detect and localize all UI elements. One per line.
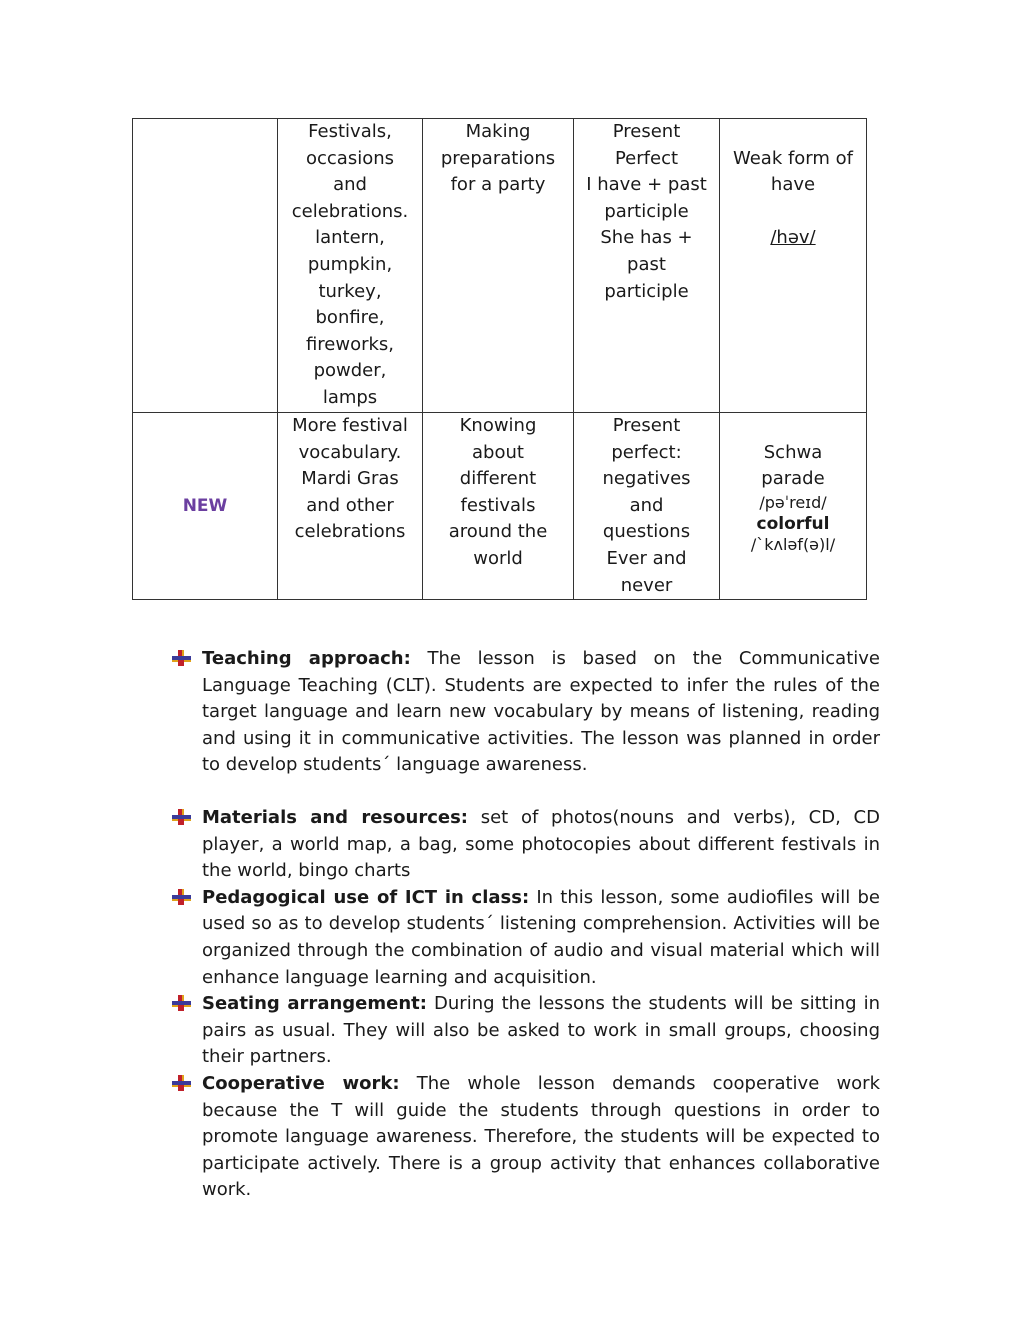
arrow-bullet-icon — [172, 1075, 191, 1091]
list-item — [172, 1071, 880, 1204]
pronunciation-cell — [720, 119, 867, 413]
cell-line: different — [459, 468, 537, 490]
cell-line: festivals — [460, 494, 536, 516]
cell-line: celebrations. — [291, 200, 409, 222]
table-row — [133, 119, 867, 413]
cell-line: vocabulary. — [298, 441, 402, 463]
arrow-bullet-icon — [172, 889, 191, 905]
phonetic-symbol: /həv/ — [770, 227, 816, 249]
grammar-cell — [574, 119, 720, 413]
cell-spacer — [722, 199, 864, 226]
cell-line: Present — [612, 121, 681, 142]
list-item — [172, 646, 880, 779]
cell-line: questions — [602, 521, 691, 543]
item-heading: Materials and resources: — [202, 806, 468, 828]
cell-line: and — [629, 494, 664, 516]
cell-line: lantern, — [315, 227, 385, 249]
item-text: set of photos(nouns and verbs), CD, CD player, a world map, a bag, some photocopies about different festivals in the world, bingo charts — [202, 806, 880, 882]
lesson-notes-list — [172, 646, 880, 1204]
list-spacer — [172, 779, 880, 805]
cell-line: perfect: — [611, 441, 682, 463]
function-cell — [423, 119, 574, 413]
cell-line: She has + — [600, 227, 693, 249]
vocabulary-cell — [278, 119, 423, 413]
table-row — [133, 413, 867, 600]
cell-line: lamps — [322, 386, 378, 408]
cell-line: occasions — [305, 147, 394, 169]
cell-line: participle — [604, 280, 689, 302]
cell-line: never — [620, 574, 673, 596]
cell-line: Weak form of — [732, 147, 854, 169]
phonetic-symbol: /ˋkʌləf(ə)l/ — [750, 534, 836, 554]
row-label-cell — [133, 119, 278, 413]
list-item — [172, 991, 880, 1071]
grammar-cell — [574, 413, 720, 600]
cell-line: celebrations — [294, 521, 406, 543]
item-heading: Teaching approach: — [202, 648, 411, 669]
cell-line: powder, — [313, 360, 387, 382]
item-heading: Seating arrangement: — [202, 993, 427, 1015]
lesson-plan-table — [132, 118, 867, 600]
pronunciation-cell — [720, 413, 867, 600]
cell-spacer — [722, 119, 864, 146]
cell-line: I have + past — [586, 174, 707, 196]
item-text: The lesson is based on the Communicative Language Teaching (CLT). Students are expected to infer the rules of the target language and learn new vocabulary by means of listening, reading and using it in communicative activities. The lesson was planned in order to develop students´ language awareness. — [202, 648, 880, 776]
cell-line: Mardi Gras — [301, 468, 399, 490]
cell-line: turkey, — [318, 280, 382, 302]
phonetic-symbol: /pəˈreɪd/ — [759, 492, 827, 512]
cell-line: Knowing — [459, 415, 537, 436]
cell-line: pumpkin, — [307, 253, 393, 275]
list-item — [172, 885, 880, 991]
new-label: NEW — [182, 495, 228, 516]
cell-line: Present — [612, 415, 681, 436]
cell-line: Ever and — [606, 547, 687, 569]
cell-line: negatives — [602, 468, 691, 490]
cell-line: around the — [448, 521, 548, 543]
cell-line: Making — [465, 121, 531, 142]
function-cell — [423, 413, 574, 600]
item-text: In this lesson, some audiofiles will be used so as to develop students´ listening comprehension. Activities will be organized through the combination of audio and visual material which will enhance language learning and acquisition. — [202, 886, 880, 988]
cell-line: Perfect — [614, 147, 679, 169]
item-text: The whole lesson demands cooperative work because the T will guide the students through questions in order to promote language awareness. Therefore, the students will be expected to participate actively. There is a group activity that enhances collaborative work. — [202, 1072, 881, 1201]
cell-line: Festivals, — [308, 121, 392, 142]
item-heading: Cooperative work: — [202, 1072, 400, 1094]
cell-line: Schwa — [763, 441, 823, 463]
cell-line: bonfire, — [315, 307, 385, 329]
cell-line: world — [473, 547, 523, 569]
cell-line: parade — [761, 468, 825, 490]
cell-line: and other — [306, 494, 394, 516]
cell-line: More festival — [292, 415, 408, 436]
arrow-bullet-icon — [172, 650, 191, 666]
vocabulary-cell — [278, 413, 423, 600]
arrow-bullet-icon — [172, 809, 191, 825]
cell-line: have — [770, 174, 816, 196]
cell-line: preparations — [440, 147, 556, 169]
arrow-bullet-icon — [172, 995, 191, 1011]
cell-line: past — [627, 253, 666, 275]
cell-line: fireworks, — [305, 333, 395, 355]
cell-spacer — [722, 413, 864, 440]
pronunciation-word: colorful — [756, 513, 830, 534]
item-text: During the lessons the students will be sitting in pairs as usual. They will also be asked to work in small groups, choosing their partners. — [202, 993, 881, 1068]
cell-line: for a party — [450, 174, 546, 196]
row-label-cell — [133, 413, 278, 600]
cell-line: and — [333, 174, 367, 196]
item-heading: Pedagogical use of ICT in class: — [202, 886, 530, 908]
list-item — [172, 805, 880, 885]
cell-line: participle — [604, 200, 689, 222]
cell-line: about — [472, 441, 524, 463]
